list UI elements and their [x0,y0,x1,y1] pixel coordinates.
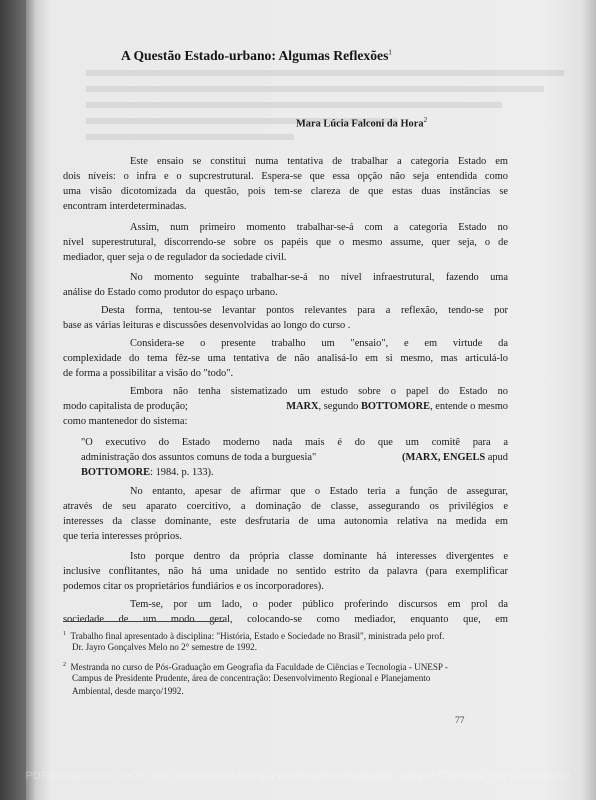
body-line: base as várias leituras e discussões desenvolvidas ao longo do curso . [63,320,351,331]
body-line: que teria interesses próprios. [63,531,182,542]
body-line: Desta forma, tentou-se levantar pontos relevantes para a reflexão, tendo-se por [101,305,508,316]
page-number: 77 [455,716,465,726]
footnote-1-cont: Dr. Jayro Gonçalves Melo no 2° semestre de 1992. [72,642,257,652]
body-line: Assim, num primeiro momento trabalhar-se-á com a categoria Estado no [130,222,508,233]
body-line: como mantenedor do sistema: [63,416,188,427]
watermark-text: PDF compression, OCR, web optimization using a watermarked evaluation copy of CVISION PDFCompressor [25,770,571,782]
body-line: sociedade de um modo geral, colocando-se como mediador, enquanto que, em [63,614,508,625]
title-footnote-mark: 1 [388,48,392,57]
body-line: Isto porque dentro da própria classe dominante há interesses divergentes e [130,551,508,562]
body-line: através de seu aparato coercitivo, a dominação de classe, assegurando os privilégios e [63,501,508,512]
body-line: inclusive conflitantes, não há uma unidade no sentido estrito da palavra (para exemplificar [63,566,508,577]
body-line: de forma a possibilitar a visão do "todo". [63,368,234,379]
document-title: A Questão Estado-urbano: Algumas Reflexões$^1$ [121,48,392,63]
body-line: nível superestrutural, discorrendo-se sobre os papéis que o mesmo assume, quer seja, o de [63,237,508,248]
author-footnote-mark: 2 [423,116,428,124]
body-line: podemos citar os proprietários fundiários e os incorporadores). [63,581,324,592]
footnote-2: $^2$ Mestranda no curso de Pós-Graduação em Geografia da Faculdade de Ciências e Tecnologia - UNESP - [63,662,448,673]
body-line: Considera-se o presente trabalho um "ensaio", e em virtude da [130,338,508,349]
scan-shadow-edge [0,0,26,800]
citation-line: BOTTOMORE: 1984. p. 133). [81,467,214,478]
body-line: Embora não tenha sistematizado um estudo sobre o papel do Estado no [130,386,508,397]
body-line: dois níveis: o infra e o supcrestrutural. Espera-se que essa opção não seja entendida como [63,171,508,182]
footnote-2-cont: Ambiental, desde março/1992. [72,686,184,696]
quote-line: "O executivo do Estado moderno nada mais é do que um comitê para a [81,437,508,448]
body-line: mediador, quer seja o de regulador da sociedade civil. [63,252,287,263]
footnote-1: $^1$ Trabalho final apresentado à disciplina: "História, Estado e Sociedade no Brasil", ministrada pelo prof. [63,631,445,642]
body-line: interesses da classe dominante, este desfrutaria de uma autonomia relativa na medida em [63,516,508,527]
body-line-mixed [63,400,508,414]
footnote-separator [63,621,223,622]
quote-line-mixed [81,451,508,465]
author-name: Mara Lúcia Falconi da Hora$^2$ [296,116,428,130]
text-run: modo capitalista de produção; [63,401,188,412]
body-line: No entanto, apesar de afirmar que o Estado teria a função de assegurar, [130,486,508,497]
body-line: Este ensaio se constitui numa tentativa de trabalhar a categoria Estado em [130,156,508,167]
body-line: complexidade do tema fêz-se uma tentativa de não analisá-lo em si mesmo, mas articulá-lo [63,353,508,364]
body-line: uma visão dicotomizada da questão, pois tem-se clareza de que estas duas instâncias se [63,186,508,197]
body-line: No momento seguinte trabalhar-se-á no nível infraestrutural, fazendo uma [130,272,508,283]
body-line: Tem-se, por um lado, o poder público proferindo discursos em prol da [130,599,508,610]
body-line: encontram interdeterminadas. [63,201,187,212]
text-run-bold: MARX, segundo BOTTOMORE, entende o mesmo [286,401,508,412]
body-line: análise do Estado como produtor do espaço urbano. [63,287,278,298]
citation: (MARX, ENGELS apud [402,452,508,463]
quote-text: administração dos assuntos comuns de toda a burguesia" [81,452,317,463]
footnote-2-cont: Campus de Presidente Prudente, área de concentração: Desenvolvimento Regional e Planejamento [72,673,431,683]
